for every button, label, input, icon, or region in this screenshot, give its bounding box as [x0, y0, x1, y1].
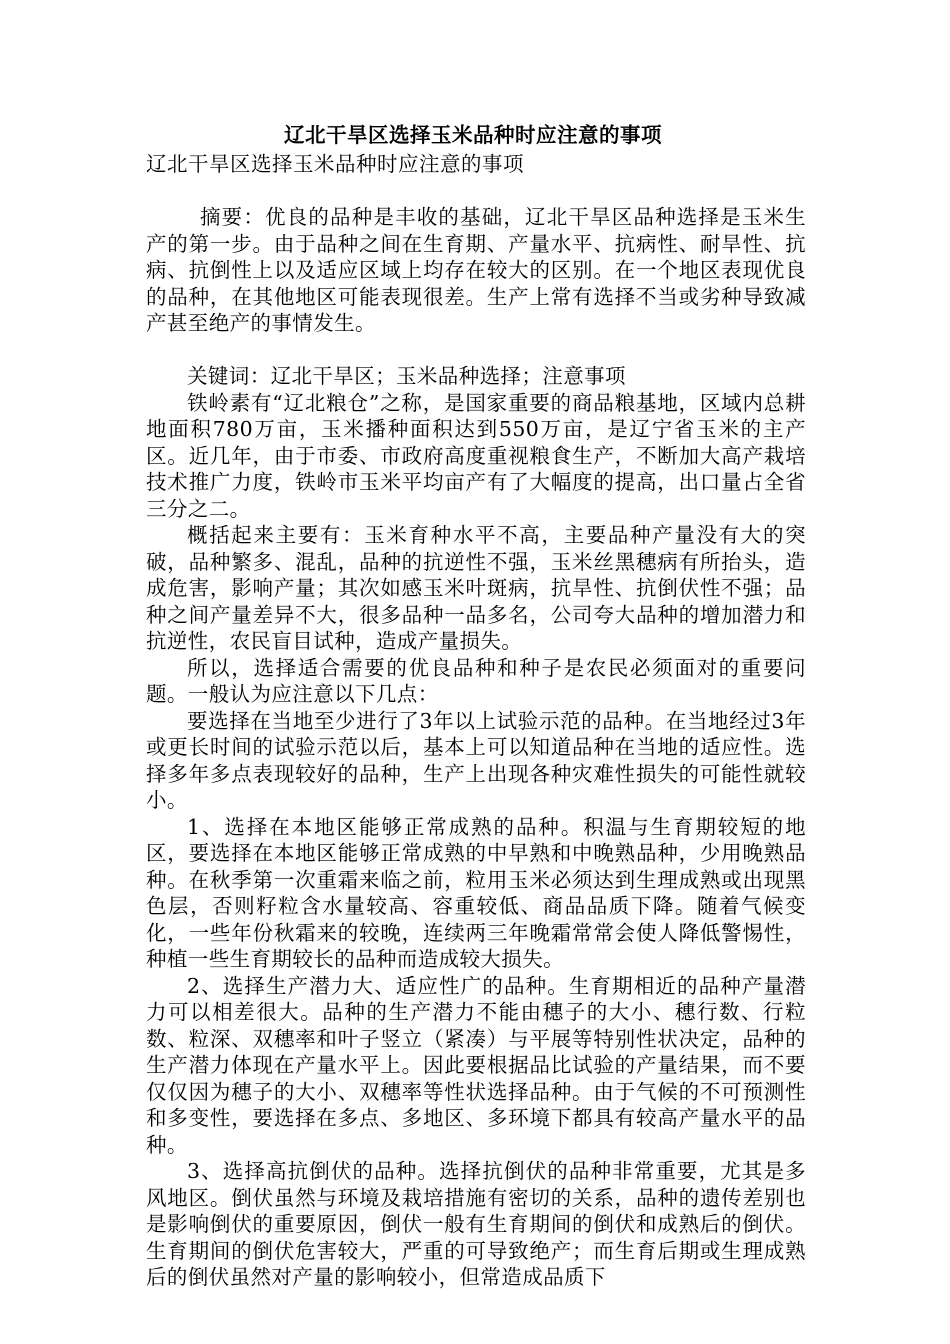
abstract-paragraph: 摘要：优良的品种是丰收的基础，辽北干旱区品种选择是玉米生产的第一步。由于品种之间在生育期、产量水平、抗病性、耐旱性、抗病、抗倒性上以及适应区域上均存在较大的区别。在一个地区表现优良的品种，在其他地区可能表现很差。生产上常有选择不当或劣种导致减产甚至绝产的事情发生。: [146, 205, 806, 335]
keywords-line: 关键词：辽北干旱区；玉米品种选择；注意事项: [187, 364, 626, 388]
body-paragraph: 要选择在当地至少进行了3年以上试验示范的品种。在当地经过3年或更长时间的试验示范以后，基本上可以知道品种在当地的适应性。选择多年多点表现较好的品种，生产上出现各种灾难性损失的可能性就较小。: [146, 708, 806, 812]
body-paragraph: 1、选择在本地区能够正常成熟的品种。积温与生育期较短的地区，要选择在本地区能够正常成熟的中早熟和中晚熟品种，少用晚熟品种。在秋季第一次重霜来临之前，粒用玉米必须达到生理成熟或出现黑色层，否则籽粒含水量较高、容重较低、商品品质下降。随着气候变化，一些年份秋霜来的较晚，连续两三年晚霜常常会使人降低警惕性，种植一些生育期较长的品种而造成较大损失。: [146, 814, 806, 971]
body-paragraph: 铁岭素有“辽北粮仓”之称，是国家重要的商品粮基地，区域内总耕地面积780万亩，玉米播种面积达到550万亩，是辽宁省玉米的主产区。近几年，由于市委、市政府高度重视粮食生产，不断加大高产栽培技术推广力度，铁岭市玉米平均亩产有了大幅度的提高，出口量占全省三分之二。: [146, 390, 806, 521]
document-page: [146, 120, 806, 1291]
document-subtitle: 辽北干旱区选择玉米品种时应注意的事项: [146, 152, 524, 176]
document-title: 辽北干旱区选择玉米品种时应注意的事项: [284, 123, 662, 147]
body-paragraph: 2、选择生产潜力大、适应性广的品种。生育期相近的品种产量潜力可以相差很大。品种的生产潜力不能由穗子的大小、穗行数、行粒数、粒深、双穗率和叶子竖立（紧凑）与平展等特别性状决定，品种的生产潜力体现在产量水平上。因此要根据品比试验的产量结果，而不要仅仅因为穗子的大小、双穗率等性状选择品种。由于气候的不可预测性和多变性，要选择在多点、多地区、多环境下都具有较高产量水平的品种。: [146, 973, 806, 1157]
body-paragraph: 所以，选择适合需要的优良品种和种子是农民必须面对的重要问题。一般认为应注意以下几点：: [146, 655, 806, 706]
body-paragraph: 概括起来主要有：玉米育种水平不高，主要品种产量没有大的突破，品种繁多、混乱，品种的抗逆性不强，玉米丝黑穗病有所抬头，造成危害，影响产量；其次如感玉米叶斑病，抗旱性、抗倒伏性不强；品种之间产量差异不大，很多品种一品多名，公司夸大品种的增加潜力和抗逆性，农民盲目试种，造成产量损失。: [146, 523, 806, 653]
body-paragraph: 3、选择高抗倒伏的品种。选择抗倒伏的品种非常重要，尤其是多风地区。倒伏虽然与环境及栽培措施有密切的关系，品种的遗传差别也是影响倒伏的重要原因，倒伏一般有生育期间的倒伏和成熟后的倒伏。生育期间的倒伏危害较大，严重的可导致绝产；而生育后期或生理成熟后的倒伏虽然对产量的影响较小，但常造成品质下: [146, 1159, 806, 1289]
